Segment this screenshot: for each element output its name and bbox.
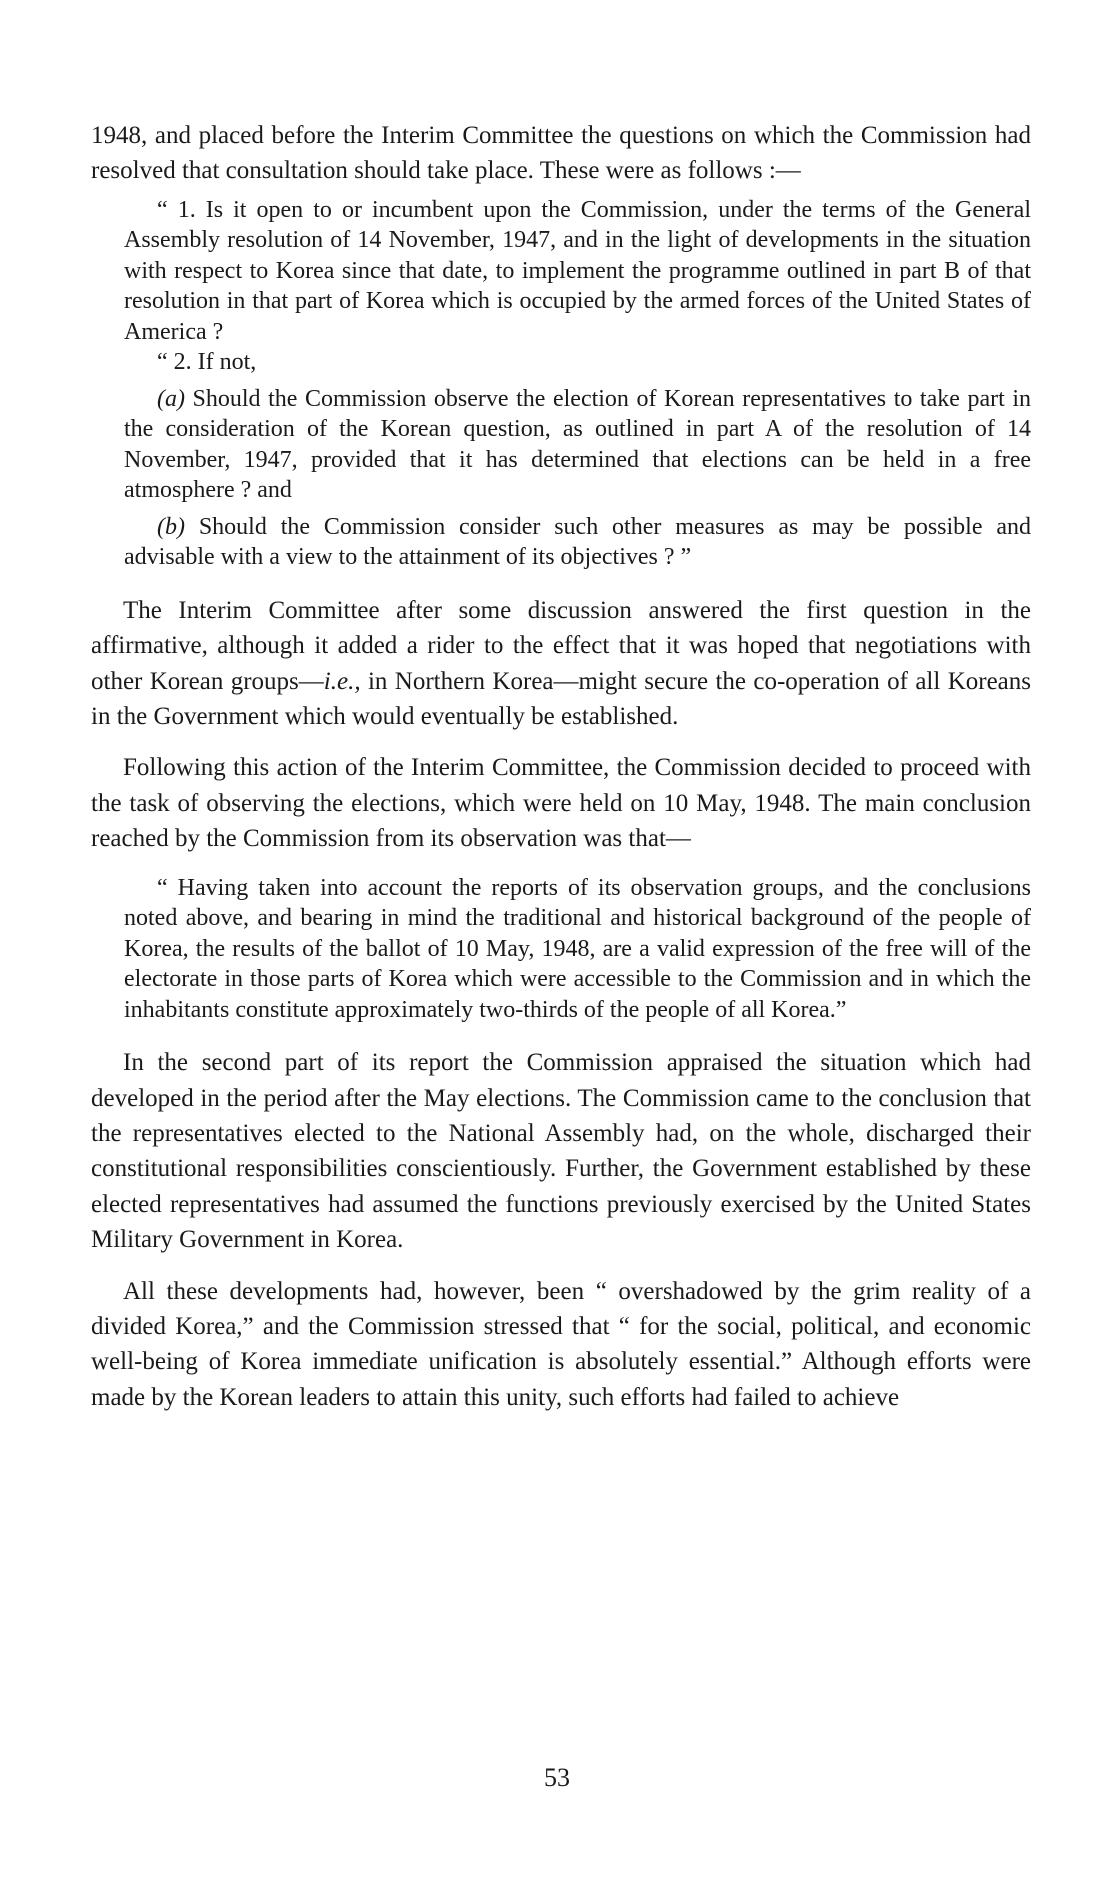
quoted-question-1: “ 1. Is it open to or incumbent upon the Commission, under the terms of the General Assembly resolution of 14 November, 1947, and in the light of developments in the situation with respect to Korea since that date, to implement the programme outlined in part B of that resolution in that part of Korea which is occupied by the armed forces of the United States of America ? [124, 196, 1031, 345]
paragraph-interim-committee [91, 593, 1031, 735]
paragraph-following-action: Following this action of the Interim Committee, the Commission decided to proceed with the task of observing the elections, which were held on 10 May, 1948. The main conclusion reached by the Commission from its observation was that— [91, 754, 1031, 853]
paragraph-second-part: In the second part of its report the Commission appraised the situation which had developed in the period after the May elections. The Commission came to the conclusion that the representatives elected to the National Assembly had, on the whole, discharged their constitutional responsibilities conscientiously. Further, the Government established by these elected representatives had assumed the functions previously exercised by the United States Military Government in Korea. [91, 1049, 1031, 1254]
quoted-question-2a [91, 384, 1031, 506]
quoted-question-2b [91, 512, 1031, 573]
paragraph-continuation: 1948, and placed before the Interim Committee the questions on which the Commission had resolved that consultation should take place. These were as follows :— [91, 122, 1031, 185]
para2-text-b: in Northern Korea—might secure the co-operation of all Koreans in the Government which would eventually be established. [91, 667, 1031, 731]
page-number: 53 [544, 1763, 570, 1792]
quoted-conclusion: “ Having taken into account the reports of its observation groups, and the conclusions noted above, and bearing in mind the traditional and historical background of the people of Korea, the results of the ballot of 10 May, 1948, are a valid expression of the free will of the electorate in those parts of Korea which were accessible to the Commission and in which the inhabitants constitute approximately two-thirds of the people of all Korea.” [124, 874, 1031, 1023]
sub-text-a: Should the Commission observe the election of Korean representatives to take part in the consideration of the Korean question, as outlined in part A of the resolution of 14 November, 1947, provided that it has determined that elections can be held in a free atmosphere ? and [124, 385, 1031, 504]
sub-label-a: (a) [157, 385, 185, 412]
sub-text-b: Should the Commission consider such other measures as may be possible and advisable with a view to the attainment of its objectives ? ” [124, 513, 1031, 571]
quoted-question-2: “ 2. If not, [157, 349, 257, 376]
para2-text-a: The Interim Committee after some discussion answered the first question in the affirmative, although it added a rider to the effect that it was hoped that negotiations with other Korean groups— [91, 596, 1031, 695]
page-body [91, 118, 1031, 1415]
para2-ie: i.e., [323, 667, 361, 695]
paragraph-developments: All these developments had, however, been “ overshadowed by the grim reality of a divided Korea,” and the Commission stressed that “ for the social, political, and economic well-being of Korea immediate unification is absolutely essential.” Although efforts were made by the Korean leaders to attain this unity, such efforts had failed to achieve [91, 1277, 1031, 1411]
sub-label-b: (b) [157, 513, 185, 540]
